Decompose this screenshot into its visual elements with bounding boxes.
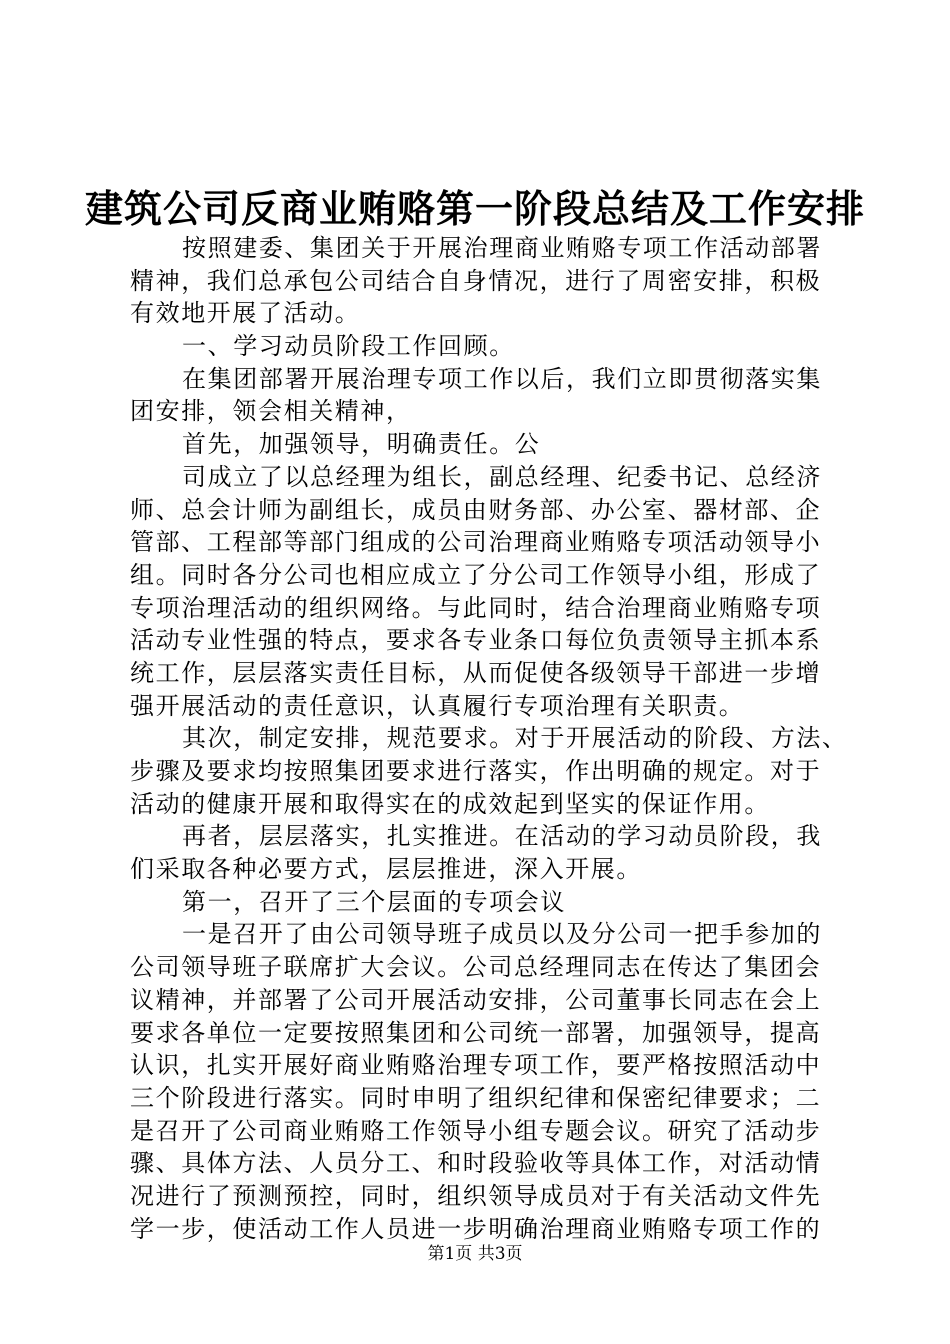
body-line: 第一，召开了三个层面的专项会议	[182, 887, 566, 916]
body-line: 团安排，领会相关精神，	[130, 397, 412, 426]
body-line: 活动专业性强的特点，要求各专业条口每位负责领导主抓本系	[130, 626, 822, 655]
body-line: 骤、具体方法、人员分工、和时段验收等具体工作，对活动情	[130, 1149, 822, 1178]
body-line: 们采取各种必要方式，层层推进，深入开展。	[130, 855, 642, 884]
body-line: 统工作，层层落实责任目标，从而促使各级领导干部进一步增	[130, 658, 822, 687]
body-line: 有效地开展了活动。	[130, 299, 361, 328]
body-line: 司成立了以总经理为组长，副总经理、纪委书记、总经济	[182, 462, 822, 491]
body-line: 一是召开了由公司领导班子成员以及分公司一把手参加的	[182, 920, 822, 949]
body-line: 活动的健康开展和取得实在的成效起到坚实的保证作用。	[130, 789, 770, 818]
page-footer: 第1页 共3页	[427, 1244, 523, 1264]
body-line: 议精神，并部署了公司开展活动安排，公司董事长同志在会上	[130, 985, 822, 1014]
body-line: 强开展活动的责任意识，认真履行专项治理有关职责。	[130, 691, 745, 720]
body-line: 三个阶段进行落实。同时申明了组织纪律和保密纪律要求；二	[130, 1083, 822, 1112]
body-line: 组。同时各分公司也相应成立了分公司工作领导小组，形成了	[130, 560, 822, 589]
body-line: 在集团部署开展治理专项工作以后，我们立即贯彻落实集	[182, 364, 822, 393]
body-line: 况进行了预测预控，同时，组织领导成员对于有关活动文件先	[130, 1181, 822, 1210]
body-line: 再者，层层落实，扎实推进。在活动的学习动员阶段，我	[182, 822, 822, 851]
body-line: 管部、工程部等部门组成的公司治理商业贿赂专项活动领导小	[130, 528, 822, 557]
body-line: 认识，扎实开展好商业贿赂治理专项工作，要严格按照活动中	[130, 1051, 822, 1080]
body-line: 要求各单位一定要按照集团和公司统一部署，加强领导，提高	[130, 1018, 822, 1047]
body-line: 师、总会计师为副组长，成员由财务部、办公室、器材部、企	[130, 495, 822, 524]
body-line: 按照建委、集团关于开展治理商业贿赂专项工作活动部署	[182, 234, 822, 262]
body-line: 首先，加强领导，明确责任。公	[182, 430, 541, 459]
document-body	[130, 232, 848, 1245]
body-line: 公司领导班子联席扩大会议。公司总经理同志在传达了集团会	[130, 953, 822, 982]
body-line: 步骤及要求均按照集团要求进行落实，作出明确的规定。对于	[130, 757, 822, 785]
body-line: 一、学习动员阶段工作回顾。	[182, 332, 515, 361]
document-title: 建筑公司反商业贿赂第一阶段总结及工作安排	[84, 187, 865, 231]
body-line: 专项治理活动的组织网络。与此同时，结合治理商业贿赂专项	[130, 593, 822, 622]
body-line: 精神，我们总承包公司结合自身情况，进行了周密安排，积极	[130, 266, 822, 295]
body-line: 其次，制定安排，规范要求。对于开展活动的阶段、方法、	[182, 724, 848, 753]
body-line: 是召开了公司商业贿赂工作领导小组专题会议。研究了活动步	[130, 1116, 822, 1145]
body-line: 学一步，使活动工作人员进一步明确治理商业贿赂专项工作的	[130, 1214, 822, 1243]
